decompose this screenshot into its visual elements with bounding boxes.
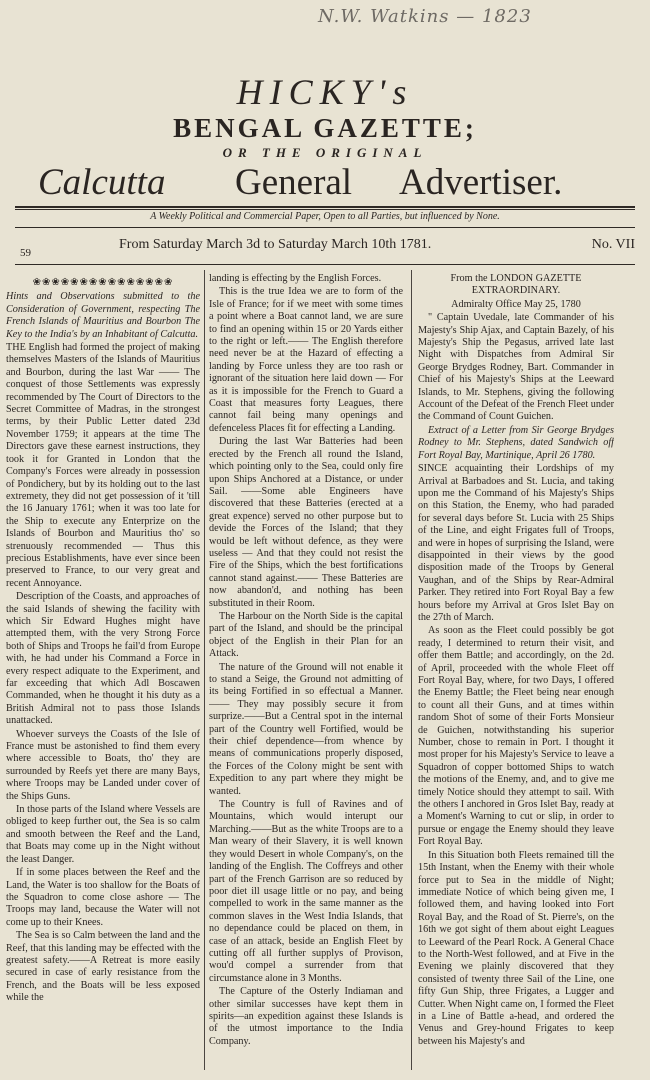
ornament-border: ❀❀❀❀❀❀❀❀❀❀❀❀❀❀❀ xyxy=(32,277,174,288)
article-paragraph: In those parts of the Island where Vessels are obliged to keep further out, the Sea is so calm and smooth between the Reef and the Land, that Boats may come up in the Night without the least Danger. xyxy=(6,804,200,865)
column-2 xyxy=(209,273,403,1068)
column-divider-1 xyxy=(204,270,205,1070)
article-paragraph: If in some places between the Reef and the Land, the Water is too shallow for the Boats of the Squadron to come close ashore — The Troops may land, because the Water will not come up to their Knees. xyxy=(6,867,200,928)
masthead-connector: OR THE ORIGINAL xyxy=(222,145,428,160)
rule-mid xyxy=(15,227,635,228)
article-paragraph: THE English had formed the project of making themselves Masters of the Islands of Mauritius and Bourbon, during the last War —— The conquest of those Settlements was expressly recommended by The Court of Directors to the Secret Committee of Madras, in the strongest terms, by their Public Letter dated 23d November 1759; it appears at the time The Directors gave these earnest instructions, they took it for Granted in London that the Company's Forces were already in possession of Pondichery, but by its holding out to the last extremety, they did not get possession of it 'till the 16 January 1761; when it was too late for the Ship to execute any Enterprize on the Islands of Bourbon and Mauritius tho' so strenuously recommended — Thus this precious Establishments, have ever since been preserved to France, to our very great and recent Annoyance. xyxy=(6,342,200,589)
article-paragraph: Whoever surveys the Coasts of the Isle of France must be astonished to find them every where accessible to Boats, tho' they are surrounded by Reefs yet there are many Bays, where Troops may be Landed under cover of the Ships Guns. xyxy=(6,728,200,802)
column-3 xyxy=(418,273,614,1068)
article-paragraph: " Captain Uvedale, late Commander of his Majesty's Ship Ajax, and Captain Bazely, of his Majesty's Ship the Pegasus, arrived late last Night with Dispatches from Admiral Sir George Brydges Rodney, Bart. Commander in Chief of his Majesty's Ships at the Leeward Islands, to Mr. Stephens, giving the following Account of the Defeat of the French Fleet under the Command of Count Guichen. xyxy=(418,312,614,423)
masthead-word-advertiser: Advertiser. xyxy=(399,162,563,203)
article-paragraph: The Harbour on the North Side is the capital part of the Island, and should be the principal object of the English in their Plan for an Attack. xyxy=(209,610,403,660)
article-paragraph: During the last War Batteries had been erected by the French all round the Island, which pointing only to the Sea, could only fire upon Ships Anchored at a Distance, or under Sail. ——Some able Engineers have discovered that these Batteries (erected at a great expence) served no other purpose but to devide the Forces of the Island; that they would be left without defence, as they were useless — And that they could not resist the Fire of the Ships, which the best fortifications cannot stand against.—— These Batteries are now abandon'd, and nothing has been substituted in their Room. xyxy=(209,436,403,609)
rule-top-thick xyxy=(15,206,635,208)
page-number: 59 xyxy=(20,247,31,259)
masthead-title-main: HICKY's xyxy=(236,72,414,112)
article-paragraph: Description of the Coasts, and approaches of the said Islands of shewing the facility with which Sir Edward Hughes might have attempted them, with the very Strong Force both of Ships and Troops he fail'd from Europe with, he had under his Command a Force in every respect adiquate to the Experiment, and far exceeding that which Adl Boscawen Commanded, when he thought it his duty as a British Admiral not to pass those Islands unattacked. xyxy=(6,591,200,727)
issue-number: No. VII xyxy=(591,237,635,252)
column-divider-2 xyxy=(411,270,412,1070)
dateline xyxy=(15,237,635,257)
masthead-word-general: General xyxy=(235,162,353,203)
masthead-word-calcutta: Calcutta xyxy=(38,162,166,203)
handwritten-annotation: N.W. Watkins — 1823 xyxy=(318,6,532,27)
article-paragraph: This is the true Idea we are to form of the Isle of France; for if we meet with some times a point where a Boat cannot land, we are sure to find an opening within 15 or 20 Yards either to the right or left.—— The English therefore need never be at the Hazard of effecting a landing by Force unless they are too rash or ignorant of the situation here laid down — For as it is impossible for the French to Guard a Coast that measures forty Leagues, there cannot fail being many openings and defenceless Places fit for effecting a Landing. xyxy=(209,286,403,434)
article-paragraph: The Sea is so Calm between the land and the Reef, that this landing may be effected with the greatest safety.——A Retreat is more easily secured in case of early resistance from the French, and the Boats will be less exposed while the xyxy=(6,930,200,1004)
gazette-heading: From the LONDON GAZETTE EXTRAORDINARY. xyxy=(450,273,582,297)
masthead-subtitle: BENGAL GAZETTE; xyxy=(173,113,477,143)
article-paragraph: The nature of the Ground will not enable it to stand a Seige, the Ground not admitting of its being Fortified in so effectual a Manner.—— They may possibly secure it from surprize.——But a Central spot in the internal part of the Country well Fortified, would be their chief dependence—from whence by means of communications properly disposed, the Forces of the Colony might be sent with Expedition to any part where they might be wanted. xyxy=(209,661,403,797)
article-paragraph: The Country is full of Ravines and of Mountains, which would interupt our Marching.——But as the white Troops are to a Man weary of their Slavery, it is well known they would Desert in whole Company's, on the landing of the English. The Coffreys and other part of the French Garrison are so reduced by poor diet ill usage little or no pay, and being compelled to work in the same manner as the common slaves in the West India Islands, that no dependance could be placed on them, in case of an attack, beside an English Fleet by cutting off all further supplys of Provison, wou'd compel a surrender from that circumstance alone in 3 Months. xyxy=(209,799,403,984)
article-paragraph: The Capture of the Osterly Indiaman and other similar successes have kept them in spirits—an expedition against these Islands is of the utmost importance to the India Company. xyxy=(209,986,403,1047)
masthead-calcutta-line xyxy=(38,160,618,206)
tagline: A Weekly Political and Commercial Paper, Open to all Parties, but influenced by None. xyxy=(150,211,500,222)
issue-date: From Saturday March 3d to Saturday March 10th 1781. xyxy=(119,237,432,252)
letter-extract-heading: Extract of a Letter from Sir George Brydges Rodney to Mr. Stephens, dated Sandwich off Fort Royal Bay, Martinique, April 26 1780. xyxy=(418,424,614,461)
gazette-dateline: Admiralty Office May 25, 1780 xyxy=(451,298,581,310)
masthead-title xyxy=(0,72,650,112)
article-paragraph: SINCE acquainting their Lordships of my Arrival at Barbadoes and St. Lucia, and taking upon me the Command of his Majesty's Ships on this Station, the Enemy, who had paraded for several days before St. Lucia with 25 Ships of the Line, and eight Frigates full of Troops, and were in hopes of surprising the Island, were disappointed in their views by the good disposition made of the Troops by General Vaughan, and of the Ships by Rear-Admiral Parker. They retired into Fort Royal Bay a few hours before my Arrival at Gros Islet Bay on the 27th of March. xyxy=(418,463,614,623)
rule-under-dateline xyxy=(15,264,635,265)
column-1 xyxy=(6,275,200,1070)
article-paragraph: As soon as the Fleet could possibly be got ready, I determined to return their visit, and offer them Battle; and accordingly, on the 2d. of April, proceeded with the whole Fleet off Fort Royal Bay, where, for two Days, I offered the Enemy Battle; the Fleet being near enough to count all their Guns, and at times within random Shot of some of their Forts Monsieur de Guichen, notwithstanding his superior Number, chose to remain in Port. I thought it most proper for his Majesty's Service to leave a Squadron of copper bottomed Ships to watch the motions of the Enemy, and, and to give me timely Notice should they attempt to sail. With the others I anchored in Gros Islet Bay, ready at a Moment's Warning to cut or slip, in order to pursue or engage the Enemy should they leave Fort Royal Bay. xyxy=(418,625,614,848)
article-paragraph: landing is effecting by the English Forces. xyxy=(209,273,382,284)
rule-top-thin xyxy=(15,209,635,210)
article-heading: Hints and Observations submitted to the Consideration of Government, respecting The French Islands of Mauritius and Bourbon The Key to the India's by an Inhabitant of Calcutta. xyxy=(6,291,200,340)
article-paragraph: In this Situation both Fleets remained till the 15th Instant, when the Enemy with their whole force put to Sea in the middle of Night; immediate Notice of which being given me, I followed them, and having looked into Fort Royal Bay, and the Road of St. Pierre's, on the 16th we got sight of them about eight Leagues to Leeward of the Pearl Rock. A General Chace to the North-West followed, and at Five in the Evening we plainly discovered that they consisted of twenty three Sail of the Line, one fifty Gun Ship, three Frigates, a Lugger and Cutter. When Night came on, I formed the Fleet in a Line of Battle a-head, and ordered the Venus and Grey-hound Frigates to keep between his Majesty's and xyxy=(418,849,614,1047)
